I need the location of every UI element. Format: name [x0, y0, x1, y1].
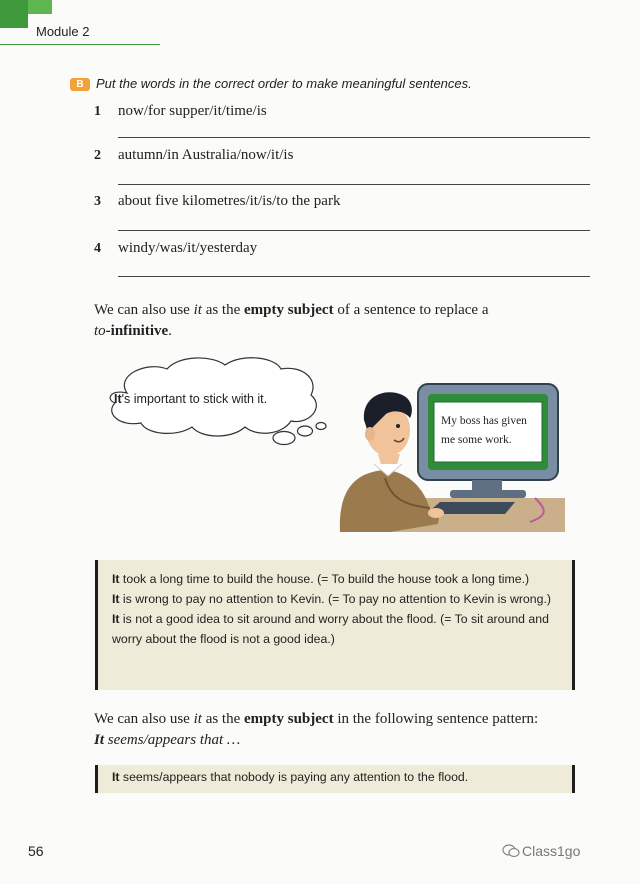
page-number: 56 [28, 843, 44, 859]
example-sentence: It seems/appears that nobody is paying any attention to the flood. [112, 770, 469, 784]
explanation-paragraph-2: We can also use it as the empty subject in the following sentence pattern: It seems/appears that … [94, 711, 539, 748]
item-text: windy/was/it/yesterday [118, 240, 258, 256]
watermark: Class1go [522, 843, 581, 859]
box-border-right [572, 765, 575, 793]
office-worker-illustration [330, 380, 565, 532]
example-box [95, 560, 575, 690]
corner-decoration-light [28, 0, 52, 14]
wechat-icon [502, 844, 520, 858]
answer-line[interactable] [118, 184, 590, 185]
box-border-left [95, 765, 98, 793]
box-border-right [572, 560, 575, 690]
item-text: about five kilometres/it/is/to the park [118, 193, 341, 209]
answer-line[interactable] [118, 137, 590, 138]
exercise-badge: B [70, 78, 90, 91]
explanation-paragraph: We can also use it as the empty subject of a sentence to replace a to-infinitive. [94, 302, 489, 339]
example-sentence: It is not a good idea to sit around and worry about the flood. (= To sit around and worry about the flood is not a good idea.) [112, 612, 549, 646]
item-number: 4 [94, 241, 101, 256]
answer-line[interactable] [118, 230, 590, 231]
module-label: Module 2 [36, 24, 90, 39]
box-border-left [95, 560, 98, 690]
item-text: autumn/in Australia/now/it/is [118, 147, 294, 163]
exercise-instruction: Put the words in the correct order to make meaningful sentences. [96, 76, 472, 91]
example-sentence: It is wrong to pay no attention to Kevin. (= To pay no attention to Kevin is wrong.) [112, 592, 551, 606]
item-number: 2 [94, 148, 101, 163]
answer-line[interactable] [118, 276, 590, 277]
example-sentence: It took a long time to build the house. (= To build the house took a long time.) [112, 572, 530, 586]
thought-text: It's important to stick with it. [114, 392, 268, 406]
item-number: 3 [94, 194, 101, 209]
example-box-2 [95, 765, 575, 793]
item-number: 1 [94, 104, 101, 119]
computer-screen-text: My boss has given me some work. [441, 415, 527, 446]
item-text: now/for supper/it/time/is [118, 103, 267, 119]
